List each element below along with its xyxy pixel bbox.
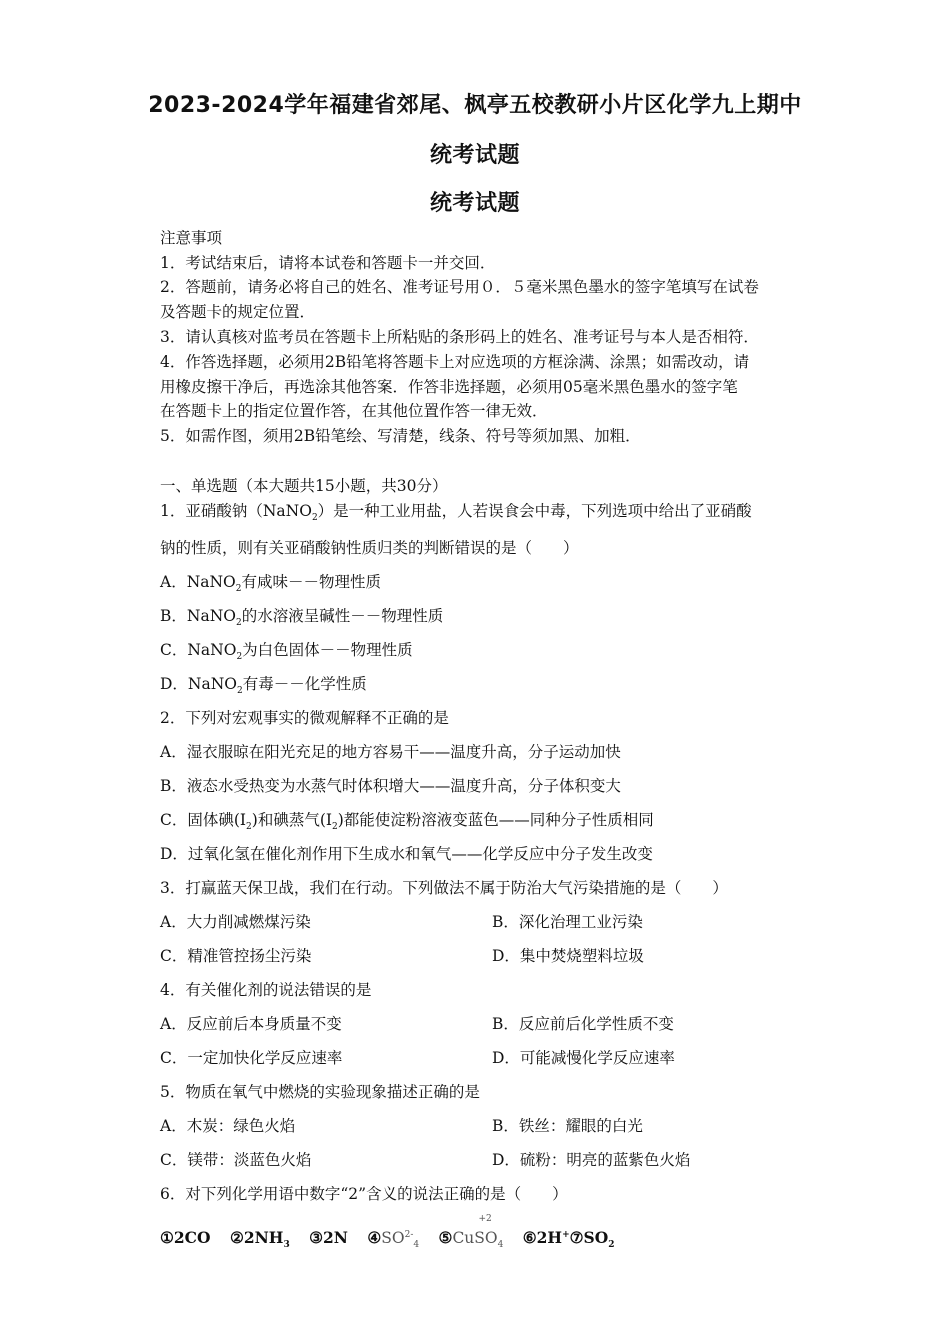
stem-text: ）是一种工业用盐，人若误食会中毒，下列选项中给出了亚硝酸 — [317, 502, 752, 520]
subscript: 2 — [608, 1240, 615, 1251]
option-b — [160, 606, 443, 633]
stem-text: 1．亚硝酸钠（NaNO — [160, 502, 312, 520]
option-b: B．反应前后化学性质不变 — [492, 1015, 674, 1033]
question-stem: 3．打赢蓝天保卫战，我们在行动。下列做法不属于防治大气污染措施的是（ ） — [160, 879, 728, 897]
option-b: B．铁丝：耀眼的白光 — [492, 1117, 643, 1135]
notice-item: 2．答题前，请务必将自己的姓名、准考证号用０．５毫米黑色墨水的签字笔填写在试卷 — [160, 278, 759, 296]
option-a: A．大力削减燃煤污染 — [160, 913, 311, 931]
formula-4 — [367, 1228, 420, 1251]
option-b: B．深化治理工业污染 — [492, 913, 643, 931]
option-d — [160, 674, 367, 701]
option-b: B．液态水受热变为水蒸气时体积增大——温度升高，分子体积变大 — [160, 777, 621, 795]
option-d: D．硫粉：明亮的蓝紫色火焰 — [492, 1151, 691, 1169]
notice-item: 3．请认真核对监考员在答题卡上所粘贴的条形码上的姓名、准考证号与本人是否相符． — [160, 328, 759, 346]
question-stem: 2．下列对宏观事实的微观解释不正确的是 — [160, 709, 449, 727]
question-stem-cont: 钠的性质，则有关亚硝酸钠性质归类的判断错误的是（ ） — [160, 539, 579, 557]
option-text: B．NaNO — [160, 607, 236, 625]
option-c: C．镁带：淡蓝色火焰 — [160, 1151, 312, 1169]
subscript: 2 — [246, 822, 252, 833]
question-stem — [160, 501, 752, 528]
option-c — [160, 640, 413, 667]
oxidation-state: +2 — [478, 1214, 492, 1224]
formula-list — [160, 1214, 628, 1251]
formula-5 — [438, 1214, 504, 1251]
notice-heading: 注意事项 — [160, 229, 223, 247]
option-a: A．反应前后本身质量不变 — [160, 1015, 342, 1033]
option-a: A．湿衣服晾在阳光充足的地方容易干——温度升高，分子运动加快 — [160, 743, 621, 761]
option-text: )都能使淀粉溶液变蓝色——同种分子性质相同 — [337, 811, 654, 829]
notice-item: 1．考试结束后，请将本试卷和答题卡一并交回． — [160, 254, 496, 272]
notice-item: 用橡皮擦干净后，再选涂其他答案．作答非选择题，必须用05毫米黑色墨水的签字笔 — [160, 378, 738, 396]
subscript: 2 — [236, 652, 243, 663]
formula-text: CuSO — [452, 1229, 498, 1247]
formula-3: ③2N — [309, 1228, 348, 1247]
option-text: 为白色固体－－物理性质 — [242, 641, 413, 659]
option-c: C．精准管控扬尘污染 — [160, 947, 312, 965]
option-a: A．木炭：绿色火焰 — [160, 1117, 296, 1135]
option-text: A．NaNO — [160, 573, 236, 591]
page-subtitle-repeat: 统考试题 — [429, 191, 520, 216]
page-title: 2023-2024学年福建省郊尾、枫亭五校教研小片区化学九上期中 — [148, 93, 802, 118]
question-stem: 4．有关催化剂的说法错误的是 — [160, 981, 372, 999]
option-text: )和碘蒸气(I — [251, 811, 332, 829]
option-text: 有毒－－化学性质 — [242, 675, 367, 693]
subscript: 2 — [235, 618, 242, 629]
option-c — [160, 810, 654, 837]
subscript: 2 — [311, 513, 318, 524]
question-stem: 5．物质在氧气中燃烧的实验现象描述正确的是 — [160, 1083, 480, 1101]
page-subtitle: 统考试题 — [429, 143, 520, 168]
option-d: D．可能减慢化学反应速率 — [492, 1049, 675, 1067]
superscript: 2- — [404, 1229, 414, 1240]
subscript: 4 — [497, 1240, 504, 1251]
subscript: 4 — [413, 1240, 420, 1251]
section-title: 一、单选题（本大题共15小题，共30分） — [160, 477, 448, 495]
subscript: 2 — [331, 822, 338, 833]
option-a — [160, 572, 381, 599]
superscript: + — [562, 1229, 570, 1240]
formula-text: ⑦SO — [569, 1228, 609, 1247]
formula-text: ②2NH — [229, 1228, 284, 1247]
formula-text: ④ — [367, 1228, 382, 1247]
subscript: 2 — [235, 584, 242, 595]
option-text: C．NaNO — [160, 641, 237, 659]
notice-item: 及答题卡的规定位置． — [160, 303, 316, 321]
formula-text: ⑥2H — [522, 1228, 563, 1247]
formula-text: SO — [381, 1229, 405, 1247]
formula-2 — [229, 1228, 290, 1251]
option-text: 的水溶液呈碱性－－物理性质 — [241, 607, 444, 625]
formula-6-7 — [522, 1228, 615, 1251]
question-stem: 6．对下列化学用语中数字“2”含义的说法正确的是（ ） — [160, 1185, 568, 1203]
formula-text: ⑤ — [438, 1228, 453, 1247]
oxidation-formula — [452, 1214, 504, 1251]
subscript: 3 — [283, 1240, 290, 1251]
option-text: 有咸味－－物理性质 — [241, 573, 382, 591]
formula-1: ①2CO — [160, 1228, 211, 1247]
notice-item: 4．作答选择题，必须用2B铅笔将答题卡上对应选项的方框涂满、涂黑；如需改动，请 — [160, 353, 750, 371]
notice-item: 在答题卡上的指定位置作答，在其他位置作答一律无效． — [160, 402, 548, 420]
option-text: C．固体碘(I — [160, 811, 247, 829]
option-text: D．NaNO — [160, 675, 238, 693]
option-d: D．过氧化氢在催化剂作用下生成水和氧气——化学反应中分子发生改变 — [160, 845, 653, 863]
option-c: C．一定加快化学反应速率 — [160, 1049, 343, 1067]
subscript: 2 — [237, 686, 243, 697]
option-d: D．集中焚烧塑料垃圾 — [492, 947, 644, 965]
notice-item: 5．如需作图，须用2B铅笔绘、写清楚，线条、符号等须加黑、加粗． — [160, 427, 641, 445]
